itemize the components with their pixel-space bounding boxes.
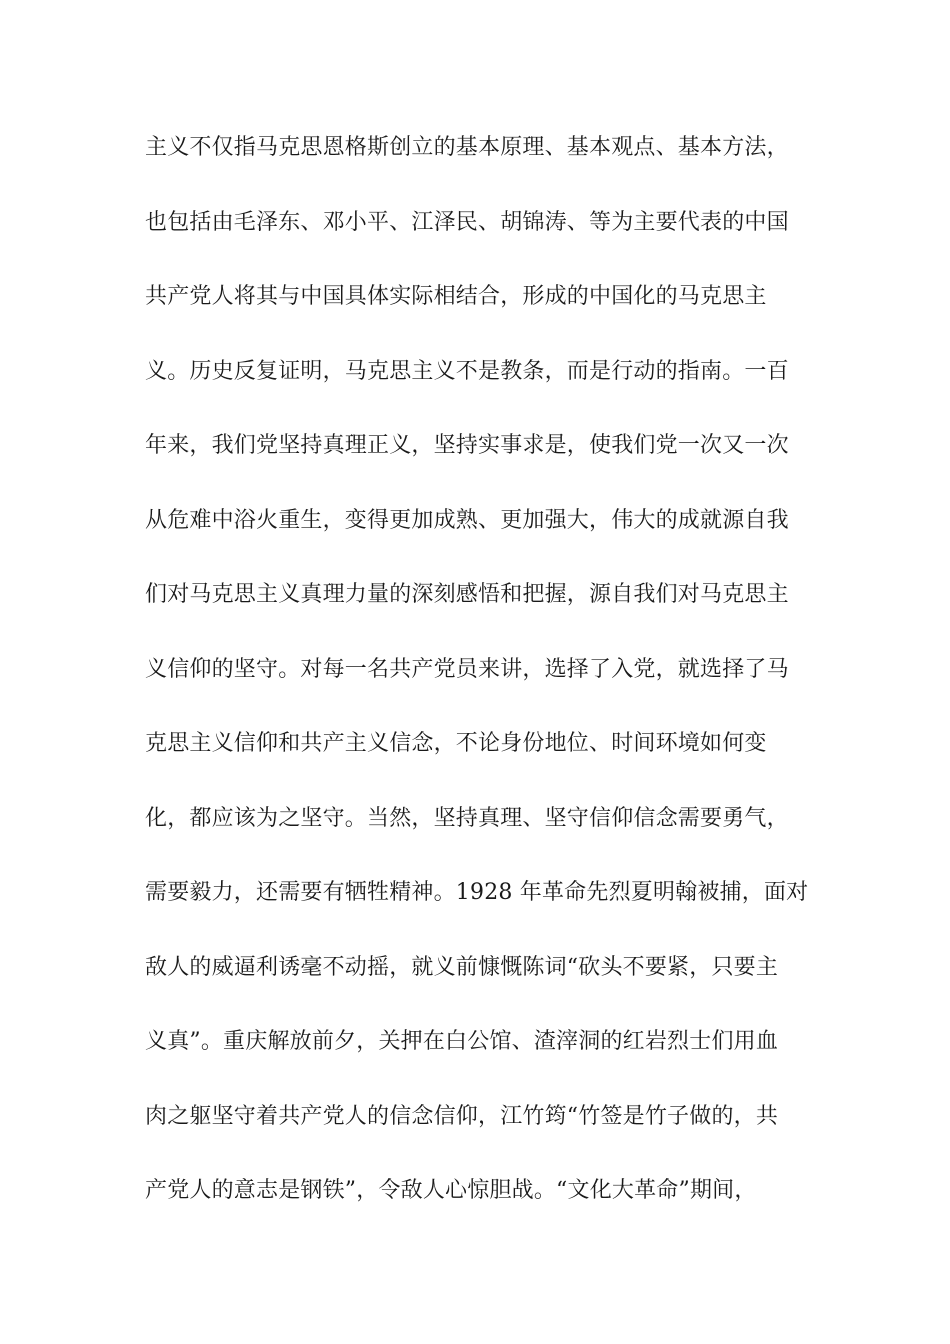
- text-line: 克思主义信仰和共产主义信念，不论身份地位、时间环境如何变: [145, 731, 767, 756]
- body-text: [145, 128, 809, 1246]
- text-line: 敌人的威逼利诱毫不动摇，就义前慷慨陈词“砍头不要紧，只要主: [145, 954, 779, 980]
- text-line: 共产党人将其与中国具体实际相结合，形成的中国化的马克思主: [145, 284, 767, 309]
- text-line: 也包括由毛泽东、邓小平、江泽民、胡锦涛、等为主要代表的中国: [145, 209, 789, 235]
- text-line: 义信仰的坚守。对每一名共产党员来讲，选择了入党，就选择了马: [145, 656, 789, 682]
- text-line: 义真”。重庆解放前夕，关押在白公馆、渣滓洞的红岩烈士们用血: [145, 1029, 779, 1054]
- text-line: 主义不仅指马克思恩格斯创立的基本原理、基本观点、基本方法，: [145, 135, 789, 160]
- text-line: 产党人的意志是钢铁”，令敌人心惊胆战。“文化大革命”期间，: [145, 1178, 757, 1203]
- text-line: 义。历史反复证明，马克思主义不是教条，而是行动的指南。一百: [145, 358, 789, 384]
- text-line: 需要毅力，还需要有牺牲精神。1928 年革命先烈夏明翰被捕，面对: [145, 880, 809, 905]
- text-line: 肉之躯坚守着共产党人的信念信仰，江竹筠“竹签是竹子做的，共: [145, 1103, 779, 1129]
- text-line: 从危难中浴火重生，变得更加成熟、更加强大，伟大的成就源自我: [145, 507, 789, 533]
- text-line: 们对马克思主义真理力量的深刻感悟和把握，源自我们对马克思主: [145, 582, 789, 607]
- text-line: 化，都应该为之坚守。当然，坚持真理、坚守信仰信念需要勇气，: [145, 805, 789, 831]
- text-line: 年来，我们党坚持真理正义，坚持实事求是，使我们党一次又一次: [145, 433, 789, 458]
